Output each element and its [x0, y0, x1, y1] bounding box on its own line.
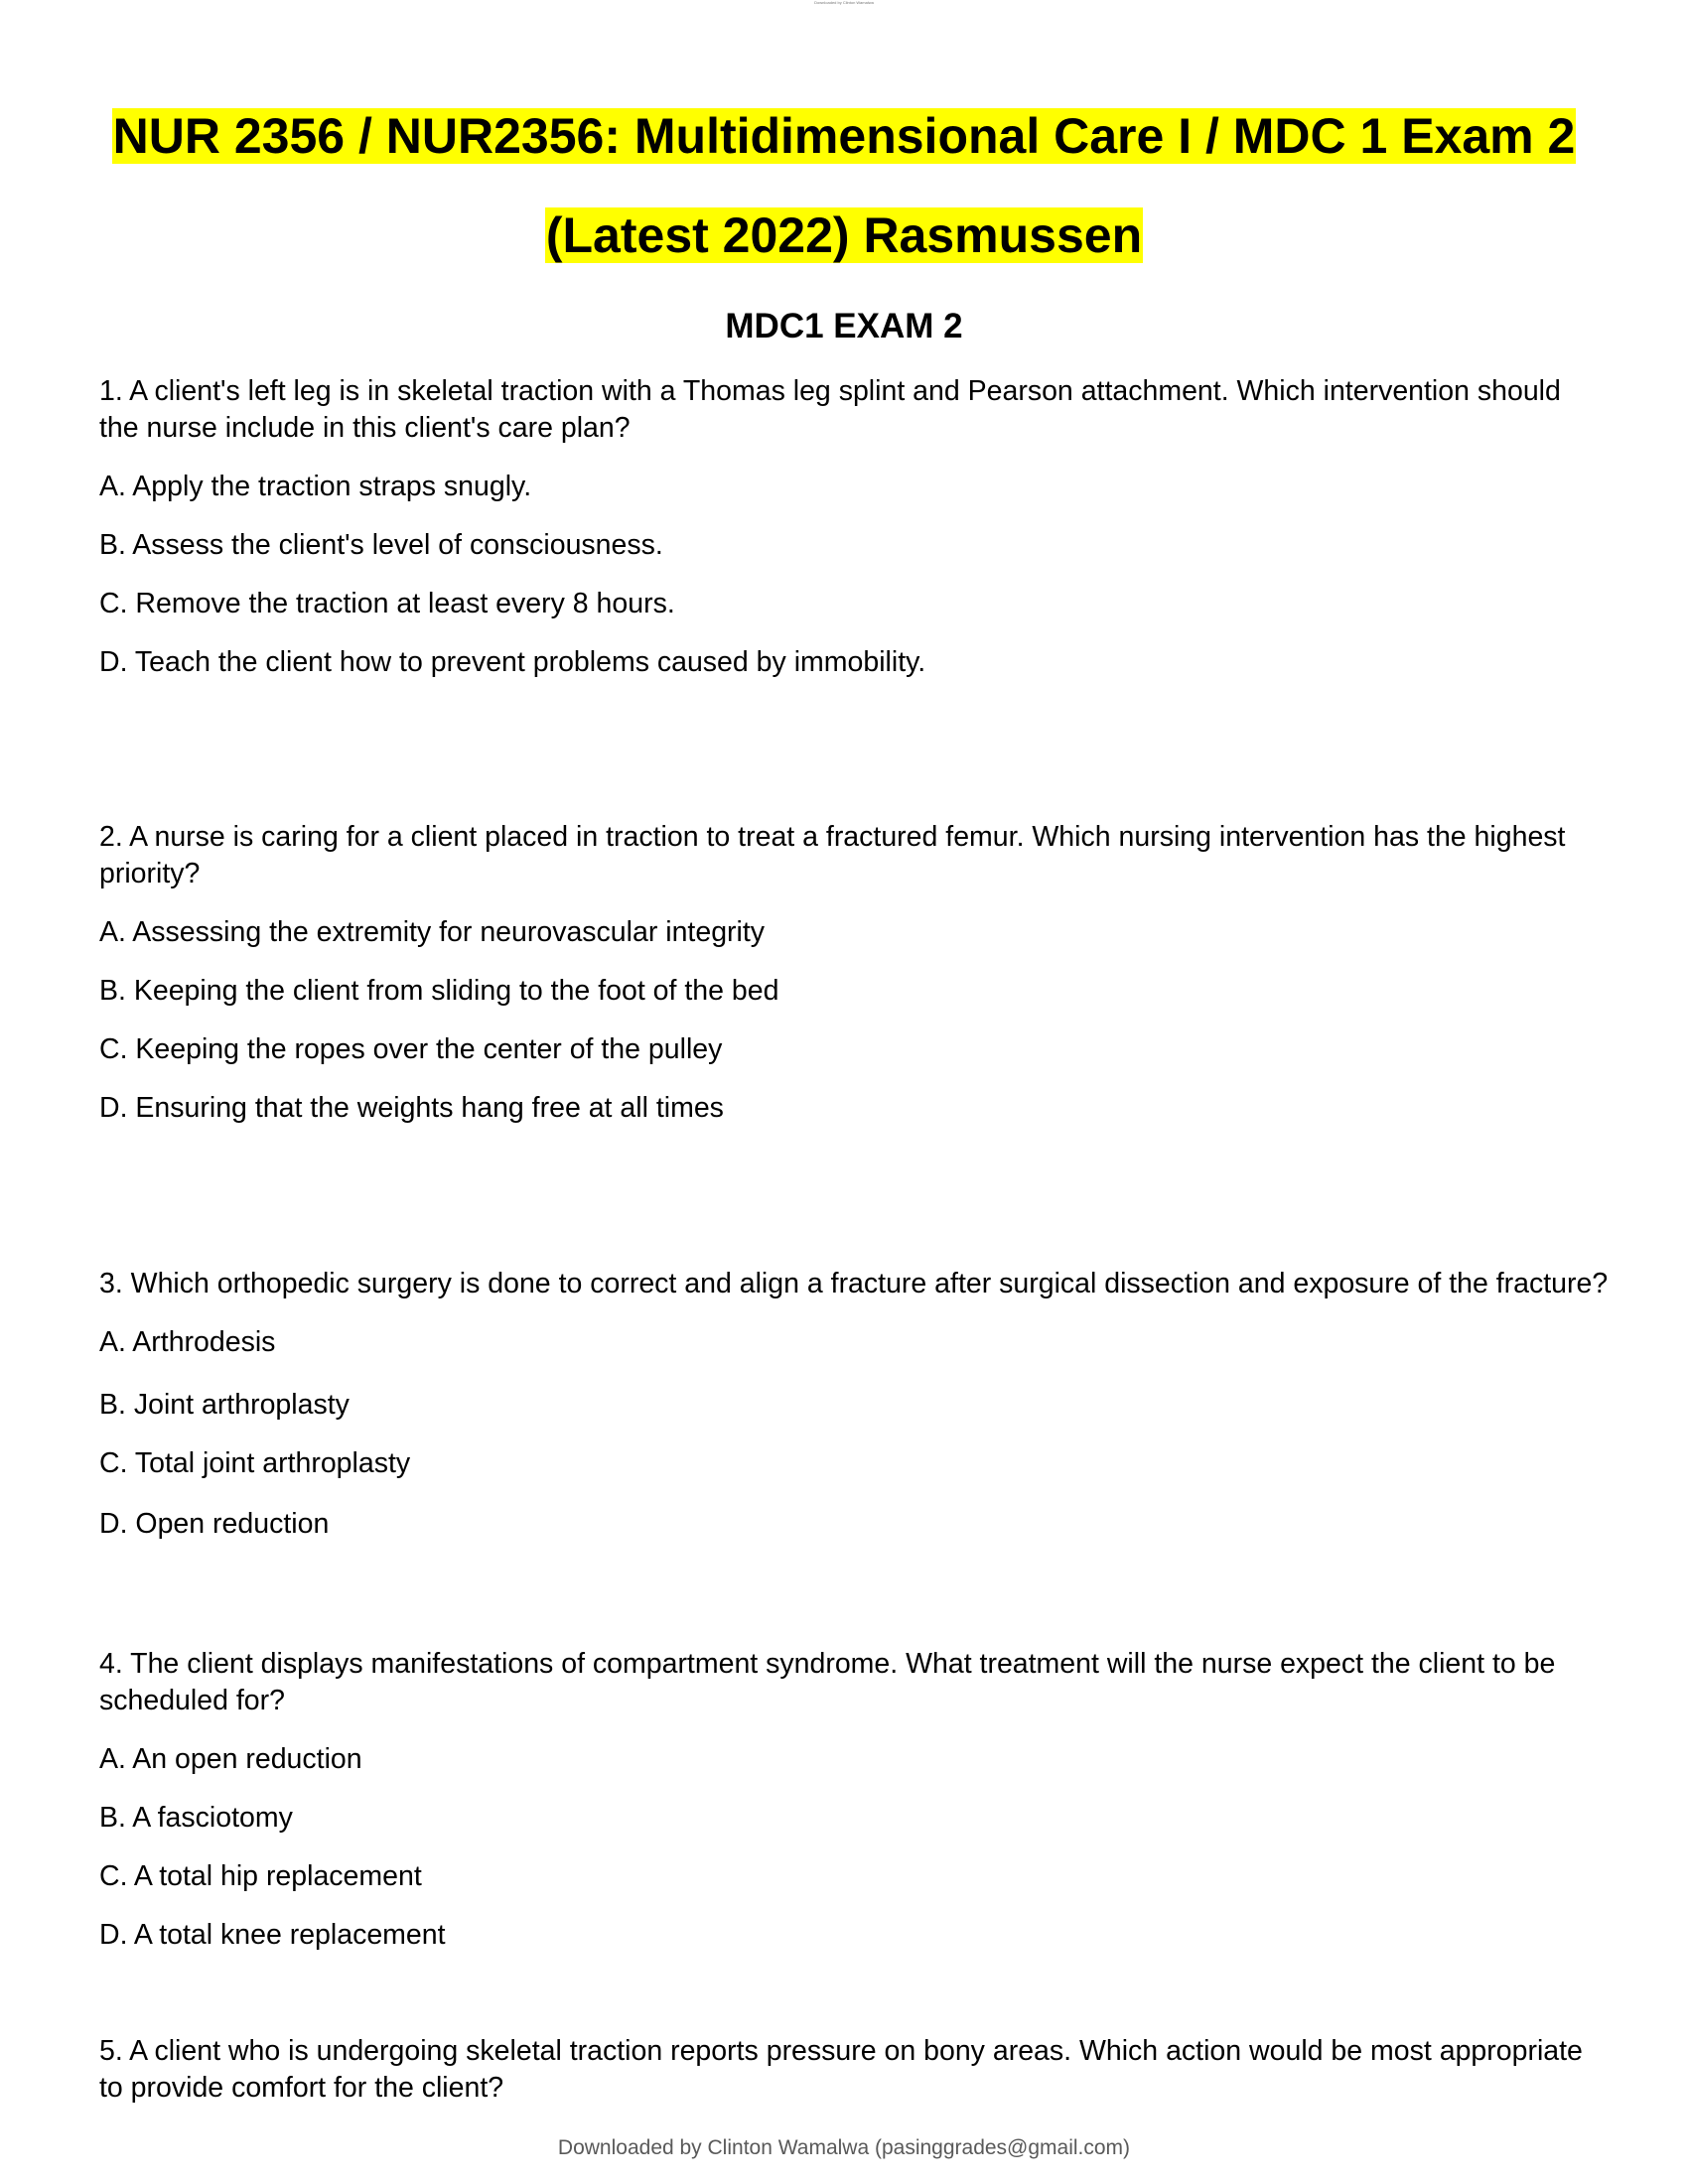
- answer-option: A. Arthrodesis: [99, 1326, 276, 1358]
- question-3: [99, 1266, 1648, 1565]
- exam-subtitle: MDC1 EXAM 2: [725, 307, 963, 345]
- title-highlight-2: (Latest 2022) Rasmussen: [545, 207, 1143, 263]
- question-text: 5. A client who is undergoing skeletal traction reports pressure on bony areas. Which action would be most appropriate to provide comfort for the client?: [99, 2035, 1583, 2104]
- title-highlight-1: NUR 2356 / NUR2356: Multidimensional Care I / MDC 1 Exam 2: [112, 108, 1576, 164]
- answer-option: B. A fasciotomy: [99, 1802, 293, 1834]
- answer-option: D. Teach the client how to prevent problems caused by immobility.: [99, 646, 926, 678]
- question-1: [99, 373, 1599, 703]
- answer-option: A. An open reduction: [99, 1743, 362, 1775]
- question-2: [99, 819, 1599, 1149]
- document-title-line-2: [0, 203, 1688, 268]
- page-header-watermark: Downloaded by Clinton Wamalwa: [814, 0, 874, 5]
- question-text: 3. Which orthopedic surgery is done to correct and align a fracture after surgical dissection and exposure of the fracture?: [99, 1268, 1609, 1299]
- question-text: 1. A client's left leg is in skeletal traction with a Thomas leg splint and Pearson attachment. Which intervention should the nurse include in this client's care plan?: [99, 375, 1561, 444]
- answer-option: C. Keeping the ropes over the center of the pulley: [99, 1033, 723, 1065]
- answer-option: D. Open reduction: [99, 1508, 330, 1540]
- answer-option: A. Apply the traction straps snugly.: [99, 471, 532, 502]
- answer-option: C. Total joint arthroplasty: [99, 1447, 411, 1479]
- answer-option: D. Ensuring that the weights hang free at all times: [99, 1092, 724, 1124]
- answer-option: C. A total hip replacement: [99, 1860, 422, 1892]
- answer-option: A. Assessing the extremity for neurovascular integrity: [99, 916, 766, 948]
- question-text: 4. The client displays manifestations of compartment syndrome. What treatment will the nurse expect the client to be scheduled for?: [99, 1648, 1556, 1716]
- answer-option: B. Assess the client's level of consciousness.: [99, 529, 663, 561]
- answer-option: C. Remove the traction at least every 8 hours.: [99, 588, 675, 619]
- answer-option: B. Keeping the client from sliding to the foot of the bed: [99, 975, 779, 1007]
- answer-option: B. Joint arthroplasty: [99, 1389, 350, 1421]
- question-5: [99, 2033, 1599, 2128]
- download-footer: Downloaded by Clinton Wamalwa (pasinggrades@gmail.com): [557, 2136, 1131, 2159]
- answer-option: D. A total knee replacement: [99, 1919, 446, 1951]
- document-title-line-1: [0, 103, 1688, 169]
- question-text: 2. A nurse is caring for a client placed in traction to treat a fractured femur. Which nursing intervention has the highest priority?: [99, 821, 1566, 889]
- question-4: [99, 1646, 1599, 1976]
